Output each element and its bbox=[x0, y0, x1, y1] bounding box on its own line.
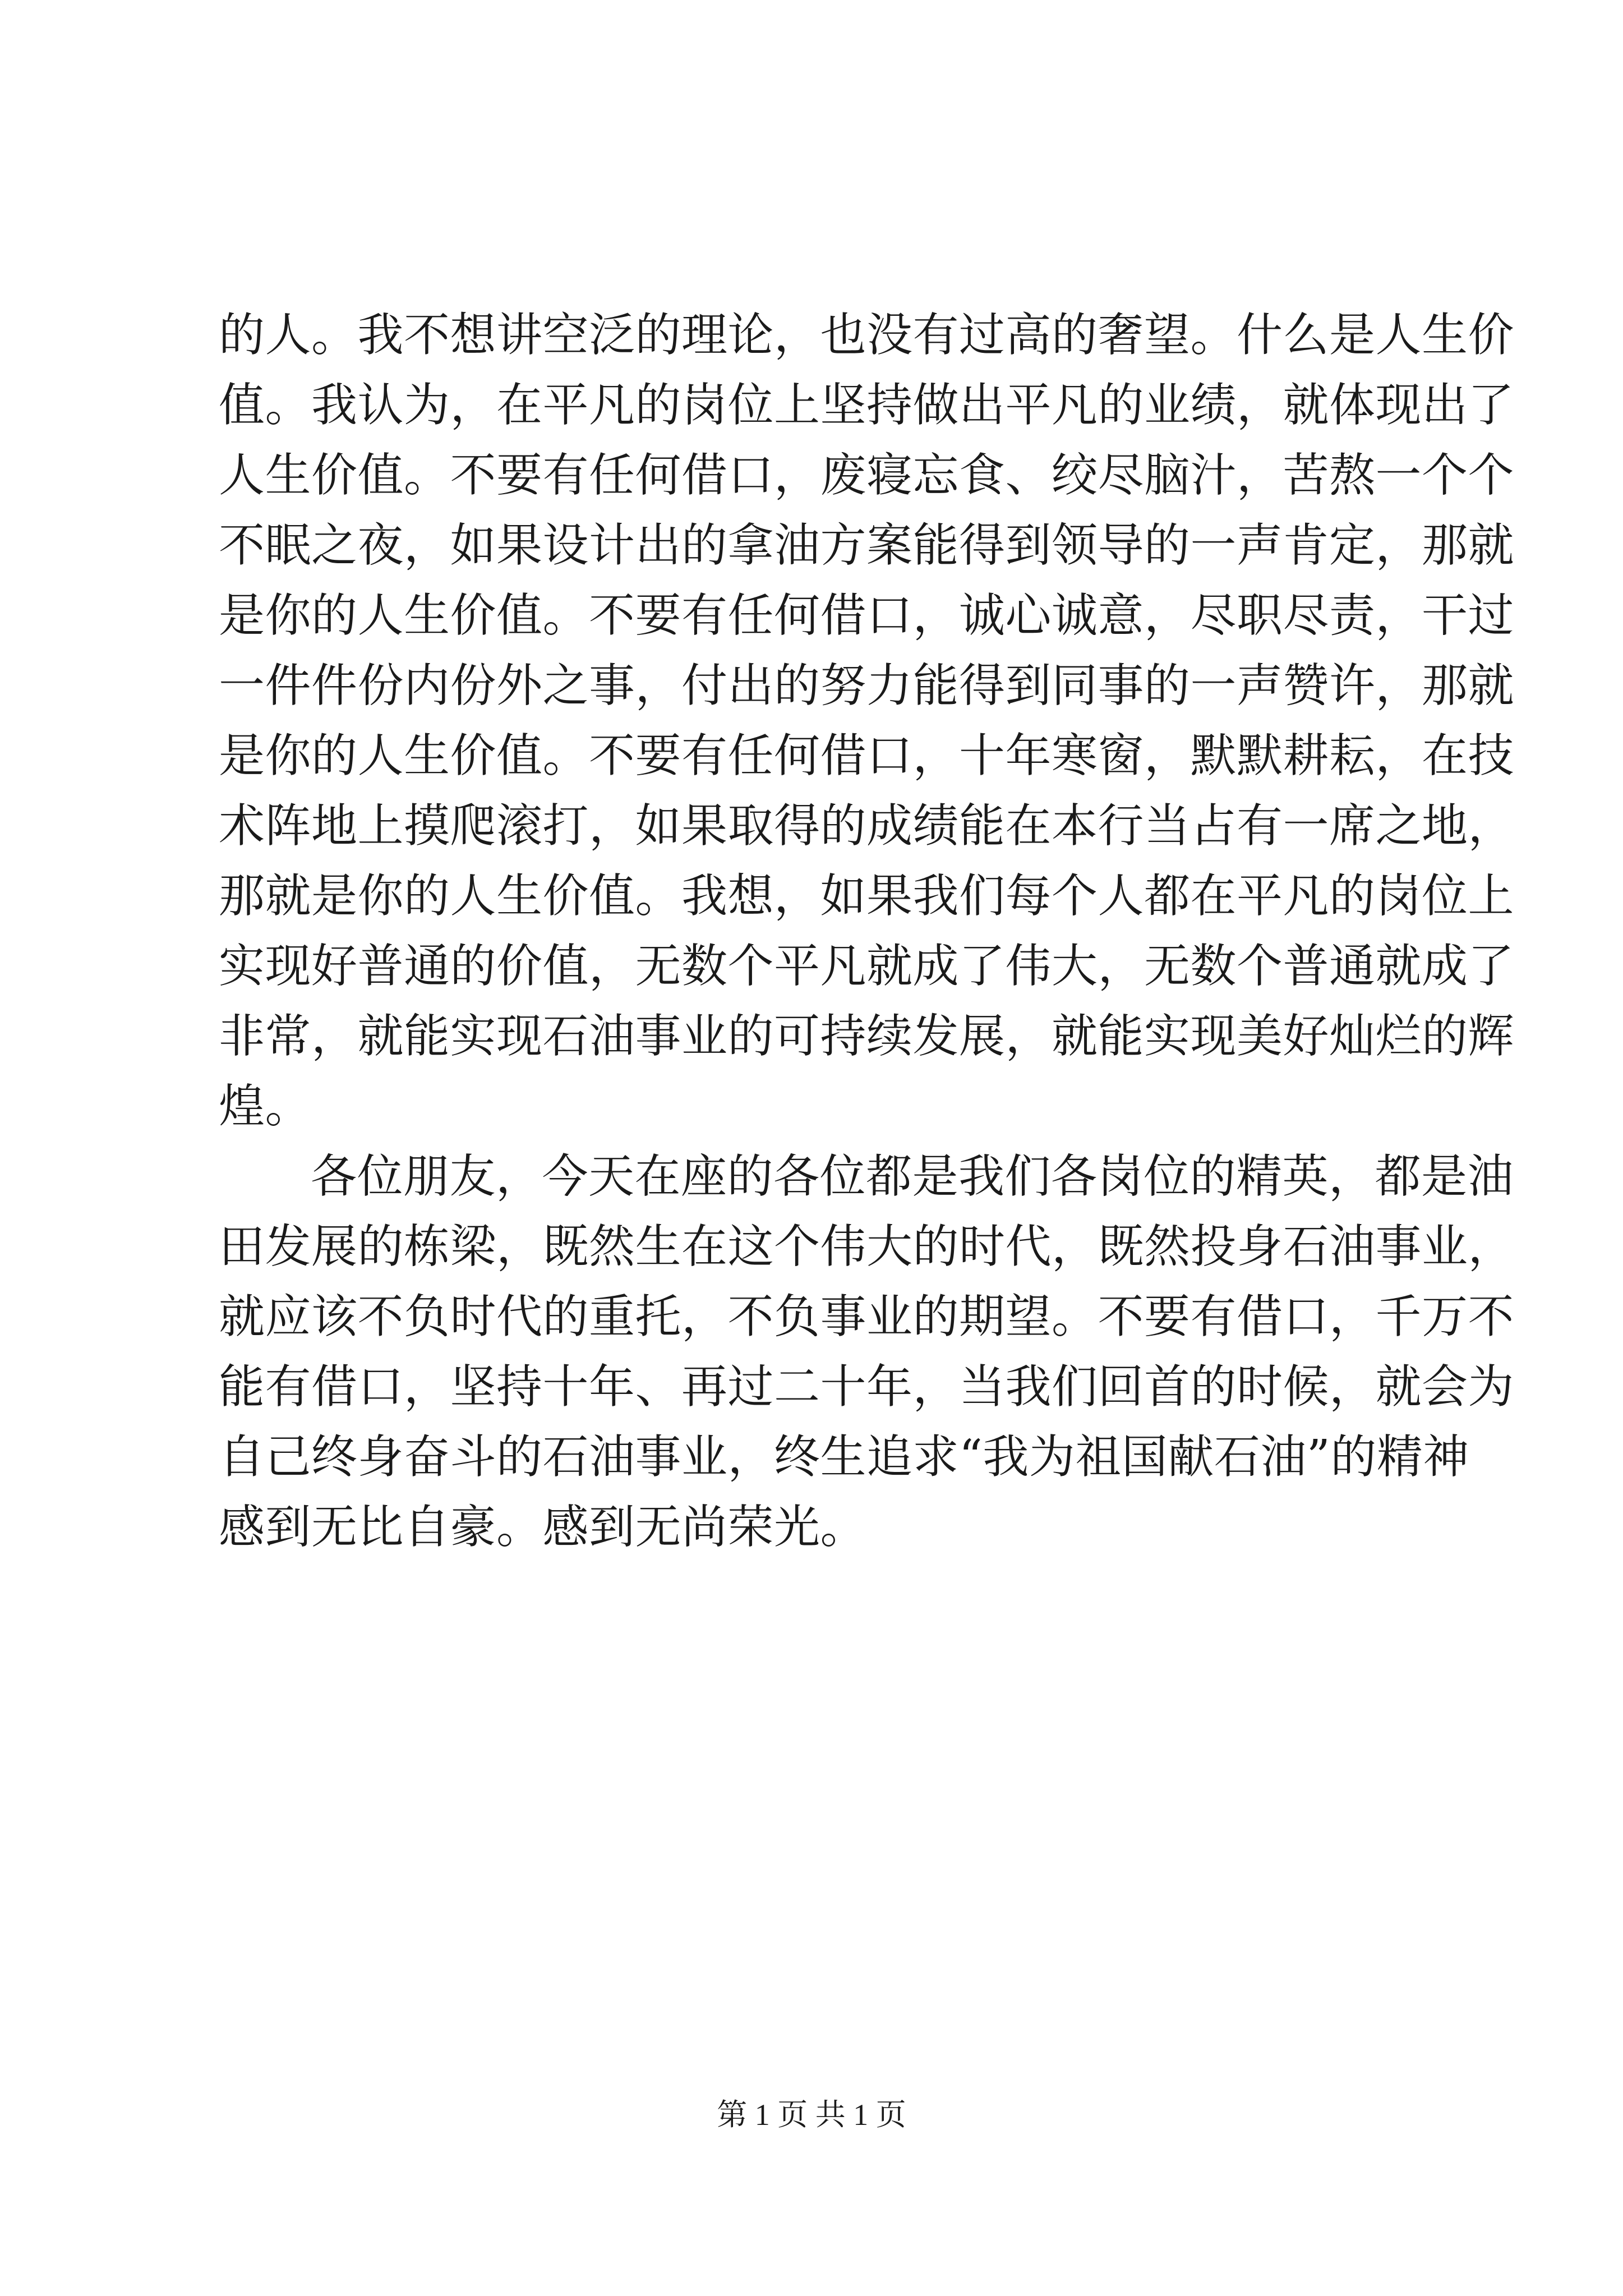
text-line: 一件件份内份外之事，付出的努力能得到同事的一声赞许，那就 bbox=[219, 659, 1515, 712]
text-line: 感到无比自豪。感到无尚荣光。 bbox=[219, 1501, 867, 1554]
text-line: 术阵地上摸爬滚打，如果取得的成绩能在本行当占有一席之地， bbox=[219, 799, 1515, 853]
text-line: 不眠之夜，如果设计出的拿油方案能得到领导的一声肯定，那就 bbox=[219, 519, 1515, 572]
paragraph-1 bbox=[219, 300, 1515, 1142]
text-line: 田发展的栋梁，既然生在这个伟大的时代，既然投身石油事业， bbox=[219, 1220, 1515, 1273]
text-line: 人生价值。不要有任何借口，废寝忘食、绞尽脑汁，苦熬一个个 bbox=[219, 449, 1515, 502]
text-line: 各位朋友，今天在座的各位都是我们各岗位的精英，都是油 bbox=[311, 1150, 1514, 1203]
text-line: 是你的人生价值。不要有任何借口，十年寒窗，默默耕耘，在技 bbox=[219, 729, 1515, 783]
page-footer bbox=[0, 2095, 1623, 2134]
text-line: 煌。 bbox=[219, 1080, 312, 1133]
text-line: 那就是你的人生价值。我想，如果我们每个人都在平凡的岗位上 bbox=[219, 869, 1515, 923]
document-body bbox=[219, 300, 1515, 1562]
paragraph-2 bbox=[219, 1142, 1515, 1562]
text-line: 的人。我不想讲空泛的理论，也没有过高的奢望。什么是人生价 bbox=[219, 309, 1515, 362]
text-line: 是你的人生价值。不要有任何借口，诚心诚意，尽职尽责，干过 bbox=[219, 589, 1515, 642]
text-line: 就应该不负时代的重托，不负事业的期望。不要有借口，千万不 bbox=[219, 1290, 1515, 1343]
text-line: 非常，就能实现石油事业的可持续发展，就能实现美好灿烂的辉 bbox=[219, 1010, 1515, 1063]
text-line: 自己终身奋斗的石油事业，终生追求“我为祖国献石油”的精神 bbox=[219, 1430, 1469, 1484]
text-line: 值。我认为，在平凡的岗位上坚持做出平凡的业绩，就体现出了 bbox=[219, 379, 1515, 432]
text-line: 实现好普通的价值，无数个平凡就成了伟大，无数个普通就成了 bbox=[219, 940, 1515, 993]
page-number-label: 第 1 页 共 1 页 bbox=[717, 2098, 906, 2132]
text-line: 能有借口，坚持十年、再过二十年，当我们回首的时候，就会为 bbox=[219, 1360, 1515, 1414]
